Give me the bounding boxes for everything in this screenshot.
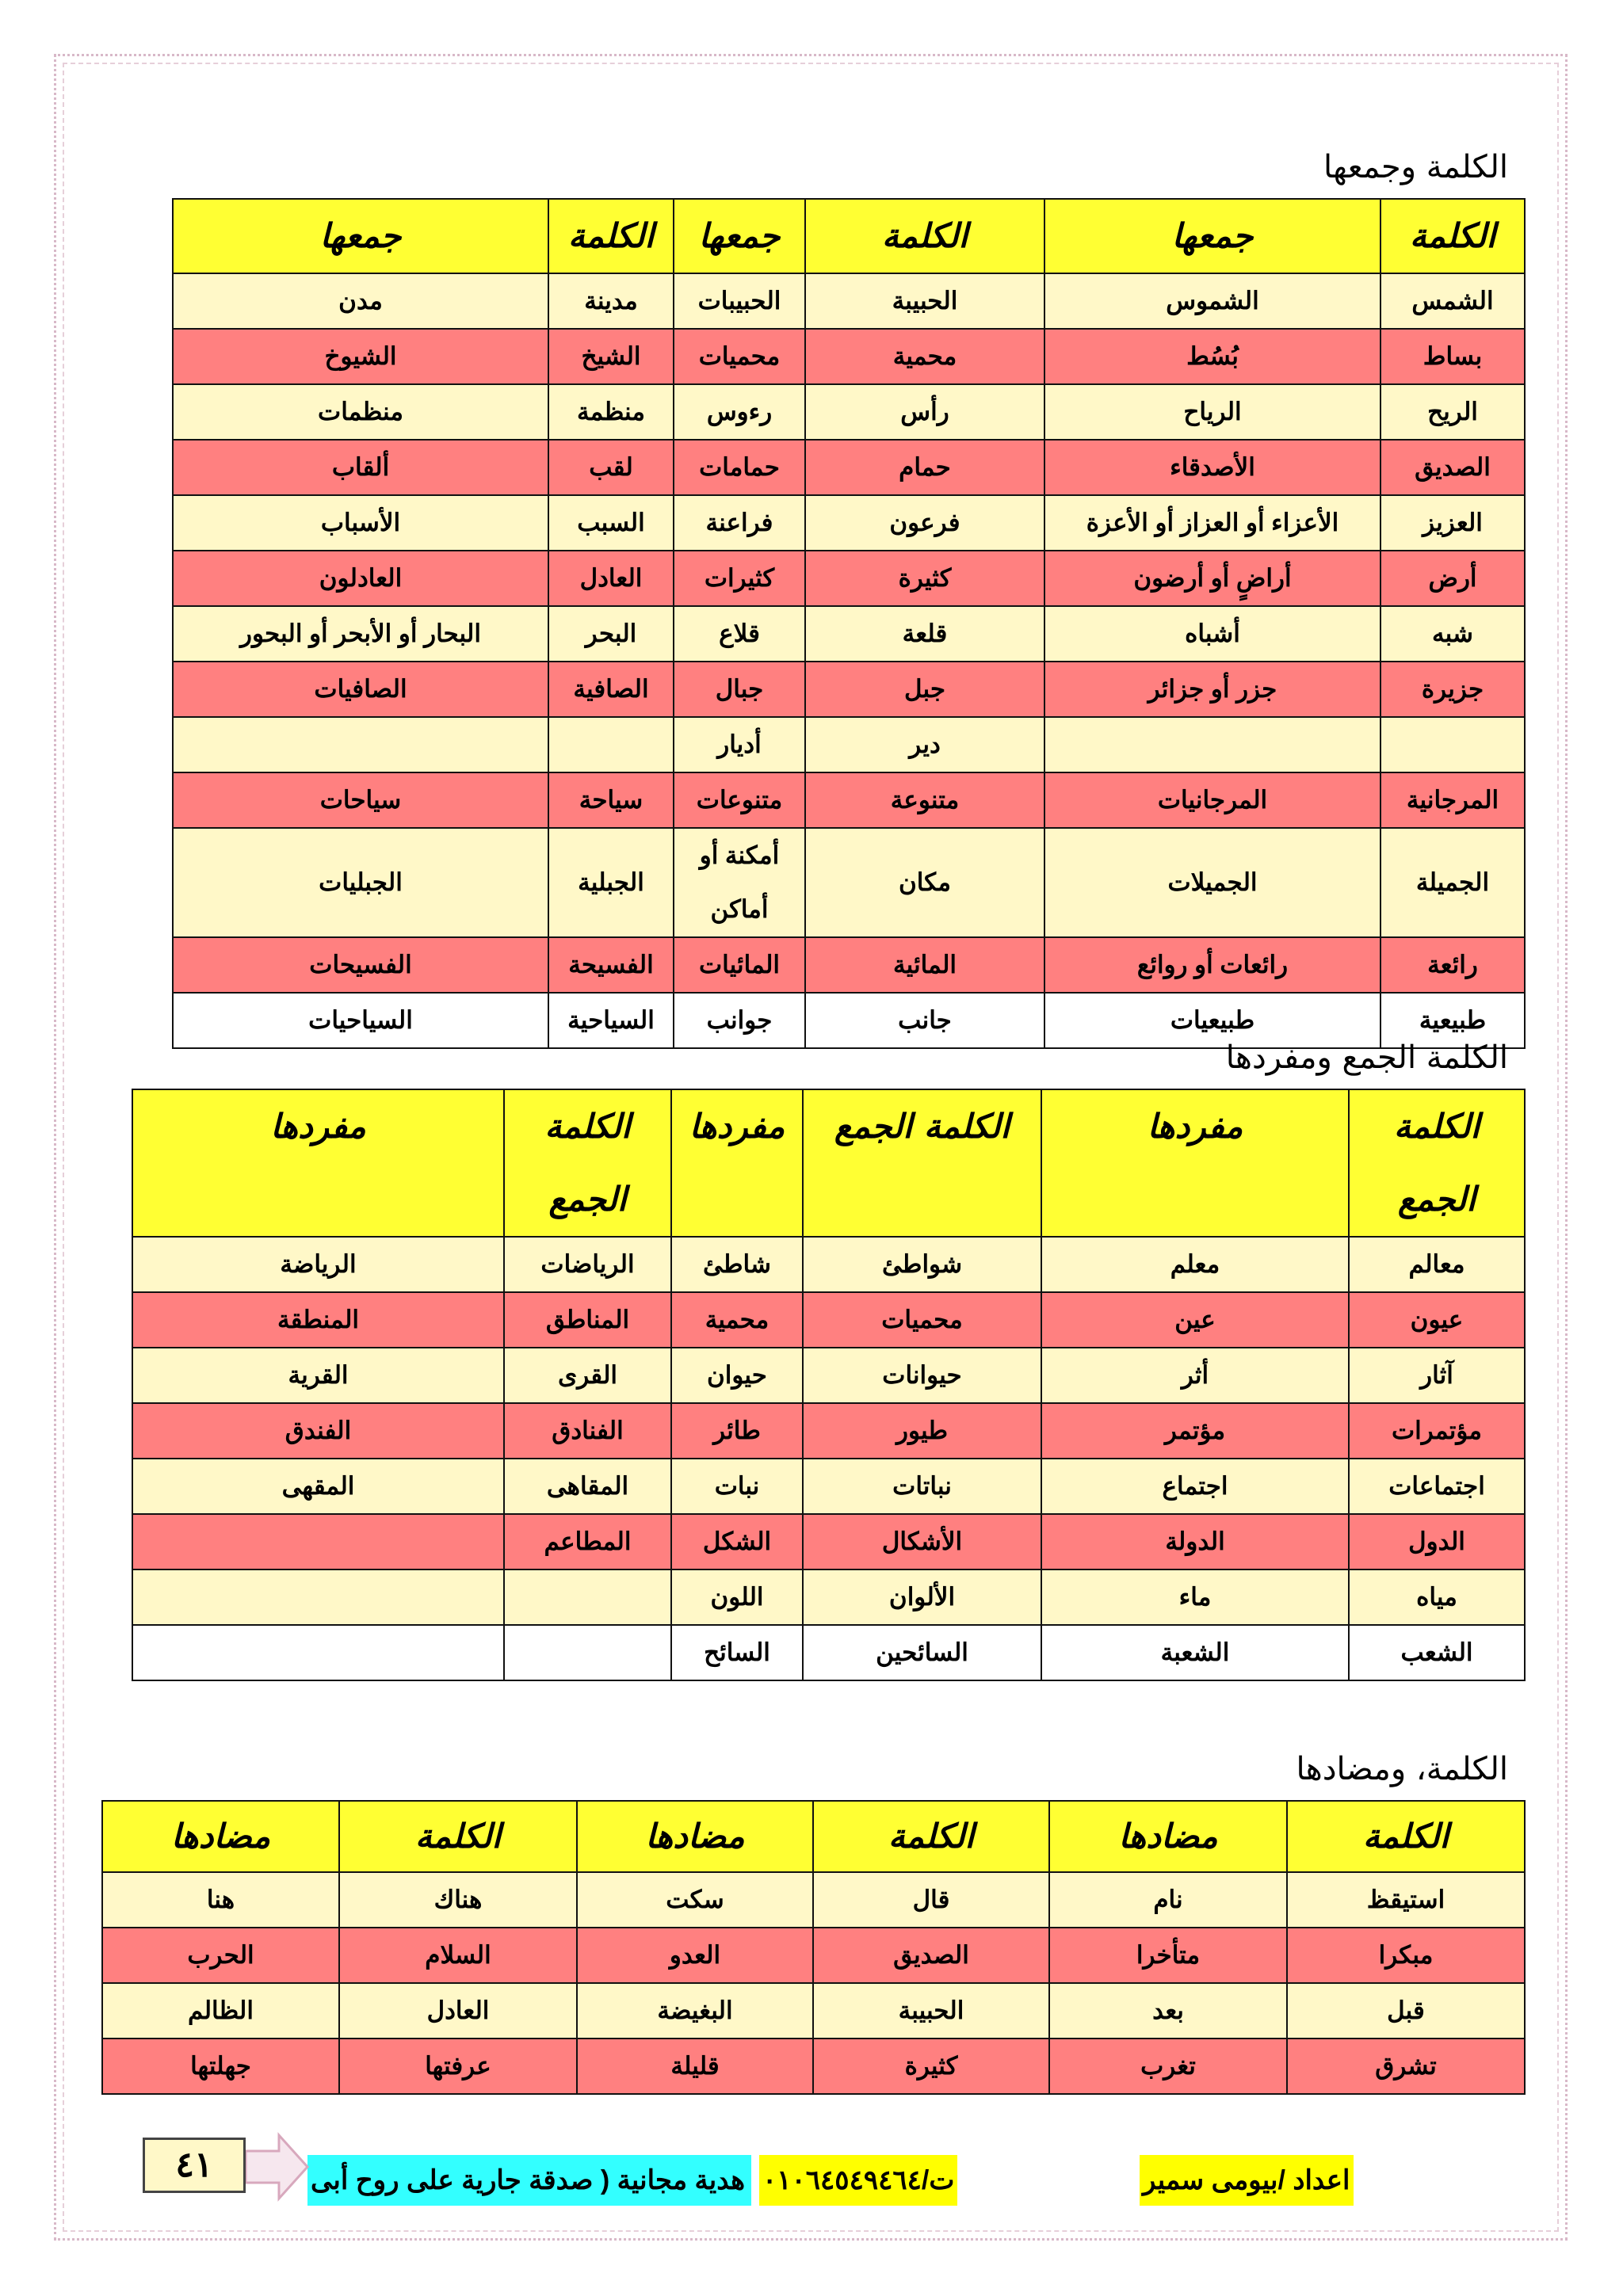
section-title-singular-plural: الكلمة وجمعها bbox=[1323, 149, 1508, 185]
table-cell bbox=[1381, 717, 1525, 772]
table-cell: السياحية bbox=[548, 993, 674, 1048]
table-cell bbox=[173, 717, 548, 772]
table-cell: السائح bbox=[671, 1625, 803, 1680]
table-cell: نام bbox=[1049, 1872, 1287, 1928]
table-cell: محمية bbox=[671, 1292, 803, 1348]
table-cell: الرياضة bbox=[132, 1237, 504, 1292]
table-row bbox=[173, 717, 1525, 772]
table-cell: الدولة bbox=[1041, 1514, 1349, 1569]
table-cell: الأصدقاء bbox=[1044, 440, 1381, 495]
table-row bbox=[132, 1514, 1525, 1569]
table-cell: شاطئ bbox=[671, 1237, 803, 1292]
table-cell: جزيرة bbox=[1381, 662, 1525, 717]
table-cell: كثيرات bbox=[674, 551, 805, 606]
table-cell: الجميلات bbox=[1044, 828, 1381, 937]
table-cell: جوانب bbox=[674, 993, 805, 1048]
table-cell: قال bbox=[813, 1872, 1049, 1928]
table-cell: الحرب bbox=[102, 1928, 339, 1983]
table-cell: فرعون bbox=[805, 495, 1044, 551]
table-cell: رءوس bbox=[674, 384, 805, 440]
table-cell: قبل bbox=[1287, 1983, 1525, 2039]
table-cell: اجتماع bbox=[1041, 1459, 1349, 1514]
table-cell: معالم bbox=[1349, 1237, 1525, 1292]
table-cell: الشموس bbox=[1044, 273, 1381, 329]
table-cell: بعد bbox=[1049, 1983, 1287, 2039]
singular-plural-table bbox=[172, 198, 1526, 1049]
table-row bbox=[173, 662, 1525, 717]
table-cell: طبيعية bbox=[1381, 993, 1525, 1048]
table-cell: أديار bbox=[674, 717, 805, 772]
table-cell: المائيات bbox=[674, 937, 805, 993]
table-cell: المرجانية bbox=[1381, 772, 1525, 828]
footer-phone: ت/٠١٠٦٤٥٤٩٤٦٤ bbox=[759, 2155, 957, 2206]
table-row bbox=[173, 937, 1525, 993]
header-cell: جمعها bbox=[674, 199, 805, 273]
table-cell: كثيرة bbox=[805, 551, 1044, 606]
table-cell: الشيخ bbox=[548, 329, 674, 384]
table-cell: السائحين bbox=[803, 1625, 1041, 1680]
table-row bbox=[173, 384, 1525, 440]
table-row bbox=[102, 1872, 1525, 1928]
table-cell: جهلتها bbox=[102, 2039, 339, 2094]
table-cell: مدينة bbox=[548, 273, 674, 329]
table-cell: بُسُط bbox=[1044, 329, 1381, 384]
table-cell: المناطق bbox=[504, 1292, 671, 1348]
table-cell: المقاهى bbox=[504, 1459, 671, 1514]
table-cell: القرية bbox=[132, 1348, 504, 1403]
table-cell: الفندق bbox=[132, 1403, 504, 1459]
footer-gift: هدية مجانية ( صدقة جارية على روح أبى bbox=[307, 2155, 751, 2206]
table-row bbox=[173, 495, 1525, 551]
table-row bbox=[173, 440, 1525, 495]
footer-author: اعداد /بيومى سمير bbox=[1140, 2155, 1354, 2206]
table-cell: العدو bbox=[577, 1928, 813, 1983]
table-cell: هنا bbox=[102, 1872, 339, 1928]
header-cell: جمعها bbox=[1044, 199, 1381, 273]
table-cell: حيوانات bbox=[803, 1348, 1041, 1403]
table-row bbox=[173, 828, 1525, 937]
table-cell: نباتات bbox=[803, 1459, 1041, 1514]
table-cell: رائعة bbox=[1381, 937, 1525, 993]
table-cell: العادل bbox=[339, 1983, 577, 2039]
table-cell: منظمة bbox=[548, 384, 674, 440]
table-cell: الريح bbox=[1381, 384, 1525, 440]
table-cell: الصديق bbox=[813, 1928, 1049, 1983]
table-cell bbox=[132, 1514, 504, 1569]
table-cell: أرض bbox=[1381, 551, 1525, 606]
table-cell: المائية bbox=[805, 937, 1044, 993]
header-cell: مضادها bbox=[102, 1801, 339, 1872]
header-cell: الكلمة bbox=[339, 1801, 577, 1872]
table-cell: عرفتها bbox=[339, 2039, 577, 2094]
table-cell: شبه bbox=[1381, 606, 1525, 662]
table-cell: رائعات أو روائع bbox=[1044, 937, 1381, 993]
table-cell: آثار bbox=[1349, 1348, 1525, 1403]
table-cell: مؤتمرات bbox=[1349, 1403, 1525, 1459]
table-cell bbox=[132, 1625, 504, 1680]
table-row bbox=[173, 772, 1525, 828]
table-cell: رأس bbox=[805, 384, 1044, 440]
section-title-plural-singular: الكلمة الجمع ومفردها bbox=[1225, 1039, 1508, 1076]
table-cell: الشمس bbox=[1381, 273, 1525, 329]
table-cell: السبب bbox=[548, 495, 674, 551]
header-cell: مضادها bbox=[1049, 1801, 1287, 1872]
table-cell: متأخرا bbox=[1049, 1928, 1287, 1983]
table-cell: جانب bbox=[805, 993, 1044, 1048]
table-cell: اللون bbox=[671, 1569, 803, 1625]
table-cell: الأعزاء أو العزاز أو الأعزة bbox=[1044, 495, 1381, 551]
table-cell: العادل bbox=[548, 551, 674, 606]
table-row bbox=[132, 1569, 1525, 1625]
table-cell bbox=[504, 1625, 671, 1680]
header-cell: الكلمة bbox=[548, 199, 674, 273]
table-cell: طيور bbox=[803, 1403, 1041, 1459]
table-cell: مكان bbox=[805, 828, 1044, 937]
table-cell: منظمات bbox=[173, 384, 548, 440]
table-cell: نبات bbox=[671, 1459, 803, 1514]
table-cell: الفنادق bbox=[504, 1403, 671, 1459]
table-row bbox=[173, 273, 1525, 329]
table-cell: ماء bbox=[1041, 1569, 1349, 1625]
table-cell: الألوان bbox=[803, 1569, 1041, 1625]
table-cell: السياحيات bbox=[173, 993, 548, 1048]
table-cell: محميات bbox=[674, 329, 805, 384]
header-cell: الكلمة الجمع bbox=[803, 1089, 1041, 1237]
table-cell: الشكل bbox=[671, 1514, 803, 1569]
header-cell: مفردها bbox=[132, 1089, 504, 1237]
table-row bbox=[102, 2039, 1525, 2094]
table-cell: الحبيبات bbox=[674, 273, 805, 329]
table-cell: سياحة bbox=[548, 772, 674, 828]
table-cell: متنوعات bbox=[674, 772, 805, 828]
table-cell: أثر bbox=[1041, 1348, 1349, 1403]
table-row bbox=[132, 1625, 1525, 1680]
table-cell: هناك bbox=[339, 1872, 577, 1928]
table-cell: معلم bbox=[1041, 1237, 1349, 1292]
table-cell: الصديق bbox=[1381, 440, 1525, 495]
table-cell: محميات bbox=[803, 1292, 1041, 1348]
table-cell: مدن bbox=[173, 273, 548, 329]
table-cell: الحبيبة bbox=[805, 273, 1044, 329]
table-cell: الصافية bbox=[548, 662, 674, 717]
header-cell: الكلمة bbox=[805, 199, 1044, 273]
table-cell: فراعنة bbox=[674, 495, 805, 551]
table-row bbox=[132, 1292, 1525, 1348]
table-cell: الفسيحة bbox=[548, 937, 674, 993]
table-cell: العادلون bbox=[173, 551, 548, 606]
table-cell bbox=[548, 717, 674, 772]
arrow-right-icon bbox=[246, 2131, 309, 2203]
header-row bbox=[102, 1801, 1525, 1872]
page-number: ٤١ bbox=[143, 2138, 246, 2193]
table-cell: اجتماعات bbox=[1349, 1459, 1525, 1514]
table-cell: الجبلية bbox=[548, 828, 674, 937]
table-cell: الشيوخ bbox=[173, 329, 548, 384]
table-cell: أراضٍ أو أرضون bbox=[1044, 551, 1381, 606]
section-title-antonyms: الكلمة، ومضادها bbox=[1296, 1751, 1508, 1787]
table-row bbox=[132, 1348, 1525, 1403]
table-cell: سياحات bbox=[173, 772, 548, 828]
table-cell: المرجانيات bbox=[1044, 772, 1381, 828]
table-cell: قلاع bbox=[674, 606, 805, 662]
header-row bbox=[132, 1089, 1525, 1237]
header-cell: الكلمة bbox=[1381, 199, 1525, 273]
table-cell: محمية bbox=[805, 329, 1044, 384]
plural-singular-table bbox=[132, 1089, 1526, 1681]
table-cell: سكت bbox=[577, 1872, 813, 1928]
header-row bbox=[173, 199, 1525, 273]
header-cell: مفردها bbox=[671, 1089, 803, 1237]
table-cell: الأشكال bbox=[803, 1514, 1041, 1569]
table-cell bbox=[132, 1569, 504, 1625]
table-cell: الصافيات bbox=[173, 662, 548, 717]
table-cell: العزيز bbox=[1381, 495, 1525, 551]
table-cell: الجميلة bbox=[1381, 828, 1525, 937]
table-cell bbox=[504, 1569, 671, 1625]
table-row bbox=[173, 329, 1525, 384]
header-cell: مضادها bbox=[577, 1801, 813, 1872]
table-cell: مبكرا bbox=[1287, 1928, 1525, 1983]
table-cell: الجبليات bbox=[173, 828, 548, 937]
table-row bbox=[132, 1403, 1525, 1459]
table-row bbox=[173, 606, 1525, 662]
table-cell: جزر أو جزائر bbox=[1044, 662, 1381, 717]
table-cell: بساط bbox=[1381, 329, 1525, 384]
table-cell: قلعة bbox=[805, 606, 1044, 662]
table-row bbox=[102, 1928, 1525, 1983]
table-cell bbox=[1044, 717, 1381, 772]
table-cell: طائر bbox=[671, 1403, 803, 1459]
table-cell: القرى bbox=[504, 1348, 671, 1403]
table-cell: لقب bbox=[548, 440, 674, 495]
table-cell: دير bbox=[805, 717, 1044, 772]
table-cell: ألقاب bbox=[173, 440, 548, 495]
table-cell: حمام bbox=[805, 440, 1044, 495]
table-cell: المنطقة bbox=[132, 1292, 504, 1348]
table-cell: الشعب bbox=[1349, 1625, 1525, 1680]
table-row bbox=[102, 1983, 1525, 2039]
table-cell: عين bbox=[1041, 1292, 1349, 1348]
table-cell: مياه bbox=[1349, 1569, 1525, 1625]
table-cell: الفسيحات bbox=[173, 937, 548, 993]
table-cell: طبيعيات bbox=[1044, 993, 1381, 1048]
table-cell: عيون bbox=[1349, 1292, 1525, 1348]
table-cell: حيوان bbox=[671, 1348, 803, 1403]
table-cell: شواطئ bbox=[803, 1237, 1041, 1292]
table-row bbox=[132, 1237, 1525, 1292]
table-row bbox=[173, 551, 1525, 606]
table-cell: تشرق bbox=[1287, 2039, 1525, 2094]
header-cell: الكلمة bbox=[813, 1801, 1049, 1872]
table-cell: حمامات bbox=[674, 440, 805, 495]
table-cell: قليلة bbox=[577, 2039, 813, 2094]
table-row bbox=[132, 1459, 1525, 1514]
table-cell: جبال bbox=[674, 662, 805, 717]
table-cell: الشعبة bbox=[1041, 1625, 1349, 1680]
table-cell: البغيضة bbox=[577, 1983, 813, 2039]
table-cell: الظالم bbox=[102, 1983, 339, 2039]
table-cell: أمكنة أو أماكن bbox=[674, 828, 805, 937]
table-cell: متنوعة bbox=[805, 772, 1044, 828]
table-cell: المطاعم bbox=[504, 1514, 671, 1569]
table-cell: استيقظ bbox=[1287, 1872, 1525, 1928]
header-cell: الكلمة الجمع bbox=[1349, 1089, 1525, 1237]
table-cell: تغرب bbox=[1049, 2039, 1287, 2094]
header-cell: الكلمة الجمع bbox=[504, 1089, 671, 1237]
table-cell: المقهى bbox=[132, 1459, 504, 1514]
table-cell: مؤتمر bbox=[1041, 1403, 1349, 1459]
table-cell: جبل bbox=[805, 662, 1044, 717]
header-cell: الكلمة bbox=[1287, 1801, 1525, 1872]
table-cell: البحار أو الأبحر أو البحور bbox=[173, 606, 548, 662]
table-cell: البحر bbox=[548, 606, 674, 662]
table-cell: الحبيبة bbox=[813, 1983, 1049, 2039]
table-cell: السلام bbox=[339, 1928, 577, 1983]
table-cell: الرياح bbox=[1044, 384, 1381, 440]
header-cell: مفردها bbox=[1041, 1089, 1349, 1237]
table-cell: الأسباب bbox=[173, 495, 548, 551]
table-cell: الرياضات bbox=[504, 1237, 671, 1292]
header-cell: جمعها bbox=[173, 199, 548, 273]
antonyms-table bbox=[101, 1800, 1526, 2095]
table-cell: كثيرة bbox=[813, 2039, 1049, 2094]
table-cell: أشباه bbox=[1044, 606, 1381, 662]
table-cell: الدول bbox=[1349, 1514, 1525, 1569]
